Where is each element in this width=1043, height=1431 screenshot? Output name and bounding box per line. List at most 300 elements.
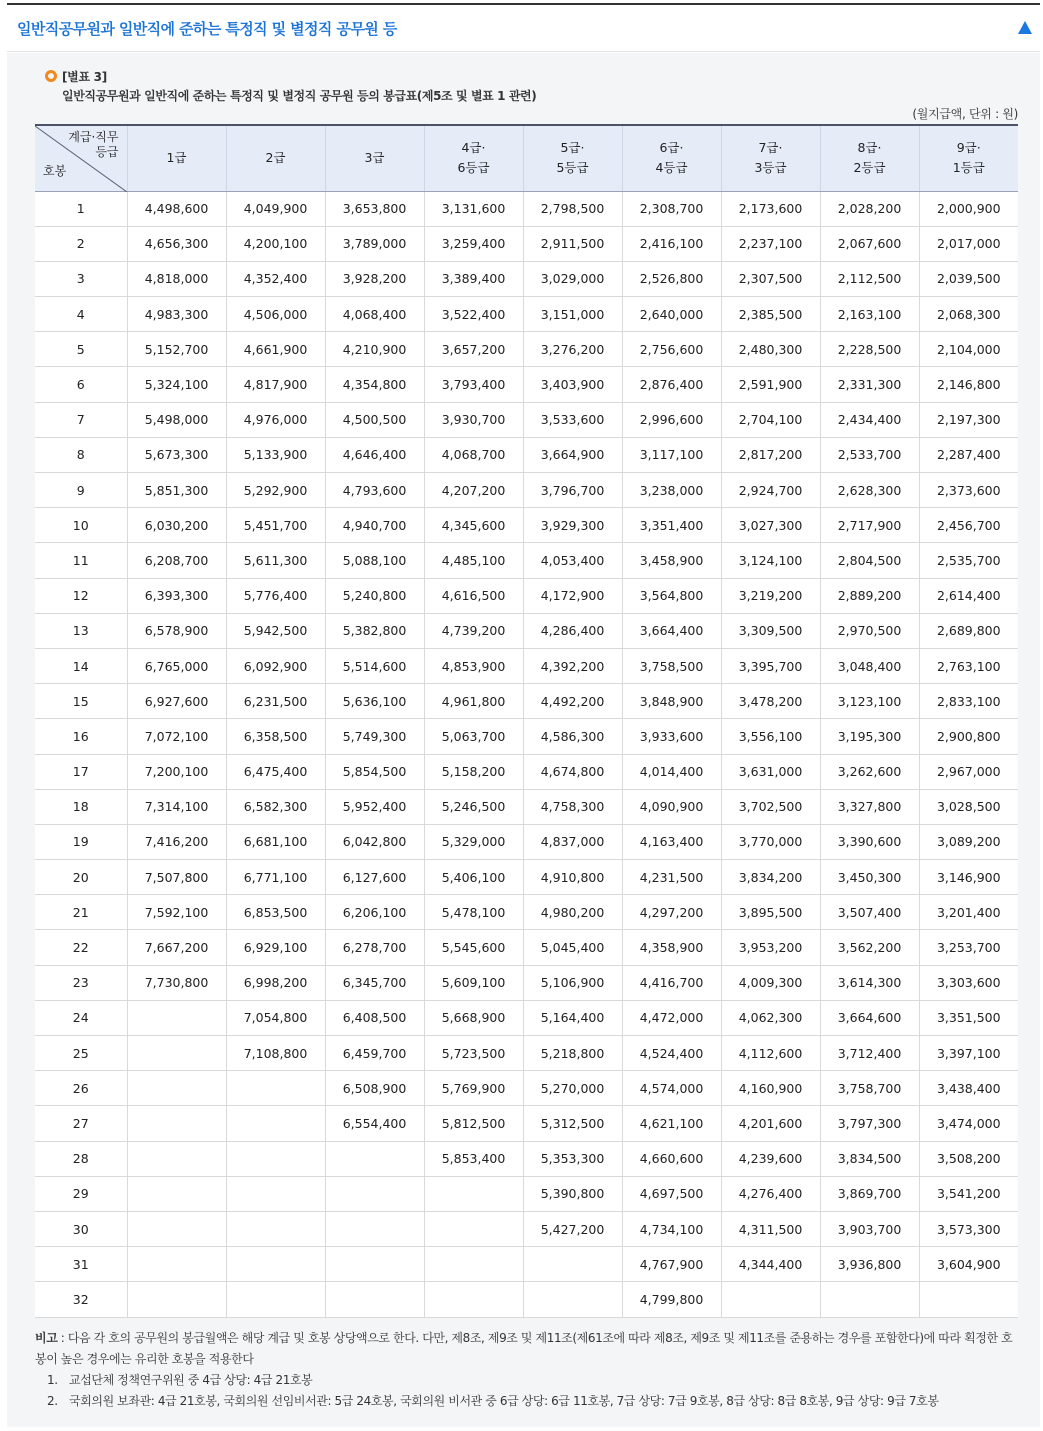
table-body	[35, 191, 1018, 1317]
salary-cell: 4,574,000	[622, 1071, 721, 1106]
salary-cell: 2,591,900	[721, 367, 820, 402]
salary-cell: 5,292,900	[226, 473, 325, 508]
salary-cell: 5,812,500	[424, 1106, 523, 1141]
salary-cell: 4,616,500	[424, 578, 523, 613]
salary-cell: 3,262,600	[820, 754, 919, 789]
salary-cell: 4,758,300	[523, 789, 622, 824]
salary-cell: 2,456,700	[919, 508, 1018, 543]
table-row	[35, 965, 1018, 1000]
salary-cell: 2,068,300	[919, 297, 1018, 332]
salary-cell: 2,197,300	[919, 402, 1018, 437]
column-header	[127, 125, 226, 191]
salary-cell: 4,983,300	[127, 297, 226, 332]
salary-cell: 7,507,800	[127, 860, 226, 895]
salary-cell: 5,240,800	[325, 578, 424, 613]
salary-cell	[325, 1247, 424, 1282]
salary-cell: 5,851,300	[127, 473, 226, 508]
step-cell: 23	[35, 965, 127, 1000]
salary-cell	[127, 1282, 226, 1317]
salary-cell: 4,053,400	[523, 543, 622, 578]
salary-cell: 3,903,700	[820, 1211, 919, 1246]
salary-cell: 4,416,700	[622, 965, 721, 1000]
section-header[interactable]	[7, 5, 1040, 52]
table-row	[35, 1282, 1018, 1317]
remarks-item	[35, 1370, 1018, 1391]
column-header-line: 6급·	[659, 140, 684, 156]
salary-cell: 3,604,900	[919, 1247, 1018, 1282]
salary-cell: 5,611,300	[226, 543, 325, 578]
corner-header	[35, 125, 127, 191]
salary-cell: 4,009,300	[721, 965, 820, 1000]
salary-cell: 6,681,100	[226, 824, 325, 859]
salary-cell: 5,158,200	[424, 754, 523, 789]
salary-cell: 3,653,800	[325, 191, 424, 226]
salary-cell	[424, 1247, 523, 1282]
salary-cell: 3,933,600	[622, 719, 721, 754]
salary-cell: 5,152,700	[127, 332, 226, 367]
salary-cell: 2,689,800	[919, 613, 1018, 648]
column-header	[622, 125, 721, 191]
table-row	[35, 719, 1018, 754]
salary-cell: 2,798,500	[523, 191, 622, 226]
step-cell: 17	[35, 754, 127, 789]
remarks-list	[35, 1370, 1018, 1412]
salary-cell: 3,389,400	[424, 261, 523, 296]
salary-cell: 5,769,900	[424, 1071, 523, 1106]
salary-cell: 2,039,500	[919, 261, 1018, 296]
salary-cell: 7,667,200	[127, 930, 226, 965]
salary-cell: 3,869,700	[820, 1176, 919, 1211]
salary-cell: 2,526,800	[622, 261, 721, 296]
salary-cell: 4,231,500	[622, 860, 721, 895]
salary-cell: 6,092,900	[226, 648, 325, 683]
appendix-tag-row	[35, 67, 1018, 85]
salary-cell: 4,734,100	[622, 1211, 721, 1246]
salary-cell: 6,358,500	[226, 719, 325, 754]
salary-cell: 5,942,500	[226, 613, 325, 648]
step-cell: 27	[35, 1106, 127, 1141]
salary-cell: 3,397,100	[919, 1036, 1018, 1071]
salary-cell: 3,834,200	[721, 860, 820, 895]
salary-cell: 3,614,300	[820, 965, 919, 1000]
salary-cell: 3,395,700	[721, 648, 820, 683]
salary-cell: 2,900,800	[919, 719, 1018, 754]
salary-cell: 6,208,700	[127, 543, 226, 578]
salary-cell: 6,853,500	[226, 895, 325, 930]
salary-cell: 2,535,700	[919, 543, 1018, 578]
salary-cell	[226, 1282, 325, 1317]
step-cell: 1	[35, 191, 127, 226]
salary-cell: 2,640,000	[622, 297, 721, 332]
salary-cell: 6,927,600	[127, 684, 226, 719]
salary-cell: 4,793,600	[325, 473, 424, 508]
remarks-item	[35, 1391, 1018, 1412]
salary-cell: 3,259,400	[424, 226, 523, 261]
step-cell: 10	[35, 508, 127, 543]
salary-cell: 5,382,800	[325, 613, 424, 648]
salary-cell	[226, 1106, 325, 1141]
salary-cell: 2,434,400	[820, 402, 919, 437]
salary-cell: 4,068,700	[424, 437, 523, 472]
salary-cell: 6,578,900	[127, 613, 226, 648]
salary-cell: 5,164,400	[523, 1000, 622, 1035]
salary-cell	[721, 1282, 820, 1317]
salary-cell: 5,270,000	[523, 1071, 622, 1106]
salary-cell: 4,961,800	[424, 684, 523, 719]
step-cell: 15	[35, 684, 127, 719]
remarks-text: : 다음 각 호의 공무원의 봉급월액은 해당 계급 및 호봉 상당액으로 한다. 다만, 제8조, 제9조 및 제11조(제61조에 따라 제8조, 제9조 및 제11조를 준용하는 경우를 포함한다)에 따라 획정한 호봉이 높은 경우에는 유리한 호봉을 적용한다	[35, 1330, 1013, 1366]
remarks-label: 비고	[35, 1330, 58, 1345]
salary-cell	[127, 1000, 226, 1035]
salary-cell: 3,027,300	[721, 508, 820, 543]
table-row	[35, 402, 1018, 437]
bullet-ring-icon	[45, 70, 57, 82]
salary-cell: 5,749,300	[325, 719, 424, 754]
salary-cell	[424, 1176, 523, 1211]
salary-cell: 2,533,700	[820, 437, 919, 472]
salary-cell: 6,030,200	[127, 508, 226, 543]
salary-cell: 7,730,800	[127, 965, 226, 1000]
step-cell: 2	[35, 226, 127, 261]
salary-cell: 4,524,400	[622, 1036, 721, 1071]
salary-cell: 5,246,500	[424, 789, 523, 824]
salary-cell: 3,797,300	[820, 1106, 919, 1141]
table-row	[35, 543, 1018, 578]
column-header-line: 1급	[166, 150, 187, 166]
salary-cell: 2,287,400	[919, 437, 1018, 472]
salary-cell: 2,756,600	[622, 332, 721, 367]
salary-cell: 3,351,400	[622, 508, 721, 543]
salary-cell: 4,068,400	[325, 297, 424, 332]
salary-cell: 4,837,000	[523, 824, 622, 859]
column-header-line: 8급·	[857, 140, 882, 156]
salary-cell: 5,329,000	[424, 824, 523, 859]
salary-cell: 7,054,800	[226, 1000, 325, 1035]
column-header-line: 6등급	[457, 160, 490, 176]
salary-cell: 4,799,800	[622, 1282, 721, 1317]
table-row	[35, 930, 1018, 965]
appendix-tag: [별표 3]	[62, 69, 107, 84]
salary-cell: 2,308,700	[622, 191, 721, 226]
remarks-item-text: 국회의원 보좌관: 4급 21호봉, 국회의원 선임비서관: 5급 24호봉, 국회의원 비서관 중 6급 상당: 6급 11호봉, 7급 상당: 7급 9호봉, 8급 상당: 8급 8호봉, 9급 상당: 9급 7호봉	[69, 1393, 939, 1408]
remarks-item-number: 1.	[47, 1372, 58, 1387]
salary-cell: 2,924,700	[721, 473, 820, 508]
salary-cell: 2,000,900	[919, 191, 1018, 226]
step-cell: 18	[35, 789, 127, 824]
salary-cell: 3,664,900	[523, 437, 622, 472]
corner-bottom-label: 호봉	[43, 163, 67, 178]
salary-cell: 2,146,800	[919, 367, 1018, 402]
column-header-line: 3급	[364, 150, 385, 166]
table-row	[35, 473, 1018, 508]
salary-cell: 6,345,700	[325, 965, 424, 1000]
salary-cell: 3,522,400	[424, 297, 523, 332]
salary-cell: 5,776,400	[226, 578, 325, 613]
salary-cell: 3,664,400	[622, 613, 721, 648]
salary-cell: 2,173,600	[721, 191, 820, 226]
salary-cell: 4,818,000	[127, 261, 226, 296]
salary-cell: 3,117,100	[622, 437, 721, 472]
step-cell: 31	[35, 1247, 127, 1282]
salary-cell	[424, 1282, 523, 1317]
salary-cell: 4,940,700	[325, 508, 424, 543]
salary-cell: 4,160,900	[721, 1071, 820, 1106]
salary-cell: 5,609,100	[424, 965, 523, 1000]
salary-cell: 5,668,900	[424, 1000, 523, 1035]
salary-cell: 7,416,200	[127, 824, 226, 859]
table-row	[35, 191, 1018, 226]
salary-cell: 3,048,400	[820, 648, 919, 683]
salary-cell: 4,976,000	[226, 402, 325, 437]
salary-cell: 3,789,000	[325, 226, 424, 261]
salary-cell	[325, 1211, 424, 1246]
salary-cell	[127, 1071, 226, 1106]
salary-cell: 5,312,500	[523, 1106, 622, 1141]
table-row	[35, 754, 1018, 789]
table-row	[35, 789, 1018, 824]
table-row	[35, 1141, 1018, 1176]
remarks-main	[35, 1328, 1018, 1370]
salary-cell: 4,586,300	[523, 719, 622, 754]
salary-cell: 5,390,800	[523, 1176, 622, 1211]
salary-cell: 6,771,100	[226, 860, 325, 895]
salary-cell: 2,373,600	[919, 473, 1018, 508]
table-row	[35, 332, 1018, 367]
salary-cell	[127, 1176, 226, 1211]
step-cell: 7	[35, 402, 127, 437]
step-cell: 12	[35, 578, 127, 613]
column-header	[523, 125, 622, 191]
table-row	[35, 578, 1018, 613]
salary-cell: 5,723,500	[424, 1036, 523, 1071]
column-header-line: 7급·	[758, 140, 783, 156]
column-header	[820, 125, 919, 191]
salary-cell: 3,564,800	[622, 578, 721, 613]
salary-cell: 4,297,200	[622, 895, 721, 930]
salary-cell: 5,406,100	[424, 860, 523, 895]
table-row	[35, 1211, 1018, 1246]
salary-cell: 2,017,000	[919, 226, 1018, 261]
salary-cell: 6,278,700	[325, 930, 424, 965]
step-cell: 16	[35, 719, 127, 754]
table-row	[35, 824, 1018, 859]
salary-cell: 2,163,100	[820, 297, 919, 332]
salary-cell: 4,853,900	[424, 648, 523, 683]
table-row	[35, 1247, 1018, 1282]
salary-cell: 2,763,100	[919, 648, 1018, 683]
salary-cell: 2,331,300	[820, 367, 919, 402]
column-header-line: 5등급	[556, 160, 589, 176]
salary-cell: 3,796,700	[523, 473, 622, 508]
salary-cell: 4,674,800	[523, 754, 622, 789]
salary-cell: 3,351,500	[919, 1000, 1018, 1035]
table-row	[35, 860, 1018, 895]
salary-cell: 4,062,300	[721, 1000, 820, 1035]
salary-table	[35, 124, 1018, 1318]
salary-cell: 3,478,200	[721, 684, 820, 719]
section-title: 일반직공무원과 일반직에 준하는 특정직 및 별정직 공무원 등	[17, 19, 397, 38]
salary-cell: 7,314,100	[127, 789, 226, 824]
corner-top-label	[68, 130, 118, 160]
salary-cell: 3,562,200	[820, 930, 919, 965]
column-header-line: 2급	[265, 150, 286, 166]
salary-cell: 3,664,600	[820, 1000, 919, 1035]
step-cell: 4	[35, 297, 127, 332]
column-header	[721, 125, 820, 191]
salary-cell: 2,967,000	[919, 754, 1018, 789]
salary-cell: 3,556,100	[721, 719, 820, 754]
salary-cell: 3,201,400	[919, 895, 1018, 930]
salary-cell: 3,834,500	[820, 1141, 919, 1176]
column-header-line: 9급·	[956, 140, 981, 156]
salary-cell: 3,238,000	[622, 473, 721, 508]
table-row	[35, 648, 1018, 683]
step-cell: 9	[35, 473, 127, 508]
salary-cell: 5,853,400	[424, 1141, 523, 1176]
salary-cell: 3,657,200	[424, 332, 523, 367]
column-header-line: 1등급	[952, 160, 985, 176]
salary-cell: 4,492,200	[523, 684, 622, 719]
salary-cell	[127, 1141, 226, 1176]
salary-cell: 4,472,000	[622, 1000, 721, 1035]
table-row	[35, 613, 1018, 648]
salary-cell: 3,028,500	[919, 789, 1018, 824]
salary-cell: 5,324,100	[127, 367, 226, 402]
salary-cell: 2,817,200	[721, 437, 820, 472]
remarks	[35, 1328, 1018, 1412]
salary-cell: 2,717,900	[820, 508, 919, 543]
salary-cell: 3,929,300	[523, 508, 622, 543]
salary-cell: 3,930,700	[424, 402, 523, 437]
step-cell: 32	[35, 1282, 127, 1317]
salary-cell: 5,218,800	[523, 1036, 622, 1071]
salary-cell: 5,673,300	[127, 437, 226, 472]
step-cell: 14	[35, 648, 127, 683]
salary-cell: 3,309,500	[721, 613, 820, 648]
salary-cell: 6,998,200	[226, 965, 325, 1000]
column-header	[424, 125, 523, 191]
salary-cell: 3,303,600	[919, 965, 1018, 1000]
salary-cell: 3,438,400	[919, 1071, 1018, 1106]
salary-cell: 3,219,200	[721, 578, 820, 613]
table-header-row	[35, 125, 1018, 191]
step-cell: 26	[35, 1071, 127, 1106]
salary-cell: 4,112,600	[721, 1036, 820, 1071]
salary-cell: 4,163,400	[622, 824, 721, 859]
salary-cell: 4,049,900	[226, 191, 325, 226]
salary-cell	[325, 1282, 424, 1317]
salary-cell: 3,131,600	[424, 191, 523, 226]
salary-cell	[226, 1211, 325, 1246]
salary-cell: 3,953,200	[721, 930, 820, 965]
salary-cell: 6,042,800	[325, 824, 424, 859]
salary-cell: 2,480,300	[721, 332, 820, 367]
salary-cell: 5,952,400	[325, 789, 424, 824]
step-cell: 20	[35, 860, 127, 895]
step-cell: 22	[35, 930, 127, 965]
salary-cell: 3,089,200	[919, 824, 1018, 859]
salary-cell: 4,207,200	[424, 473, 523, 508]
salary-cell: 3,712,400	[820, 1036, 919, 1071]
corner-top-line2: 등급	[95, 145, 119, 159]
salary-cell: 4,500,500	[325, 402, 424, 437]
salary-cell: 5,451,700	[226, 508, 325, 543]
salary-cell: 7,108,800	[226, 1036, 325, 1071]
salary-cell: 5,478,100	[424, 895, 523, 930]
salary-cell: 3,631,000	[721, 754, 820, 789]
column-header	[919, 125, 1018, 191]
table-row	[35, 367, 1018, 402]
column-header-line: 4급·	[461, 140, 486, 156]
step-cell: 19	[35, 824, 127, 859]
salary-cell: 2,028,200	[820, 191, 919, 226]
salary-cell: 4,506,000	[226, 297, 325, 332]
salary-cell: 3,146,900	[919, 860, 1018, 895]
step-cell: 24	[35, 1000, 127, 1035]
salary-cell: 3,195,300	[820, 719, 919, 754]
column-header-line: 3등급	[754, 160, 787, 176]
salary-cell	[226, 1176, 325, 1211]
salary-cell: 4,498,600	[127, 191, 226, 226]
content-panel	[7, 53, 1040, 1427]
salary-cell: 5,854,500	[325, 754, 424, 789]
salary-cell: 6,475,400	[226, 754, 325, 789]
column-header-line: 4등급	[655, 160, 688, 176]
salary-cell: 3,450,300	[820, 860, 919, 895]
table-row	[35, 1176, 1018, 1211]
salary-cell: 2,876,400	[622, 367, 721, 402]
salary-cell: 5,045,400	[523, 930, 622, 965]
salary-cell: 2,307,500	[721, 261, 820, 296]
salary-cell: 4,014,400	[622, 754, 721, 789]
salary-cell: 4,358,900	[622, 930, 721, 965]
table-row	[35, 1106, 1018, 1141]
salary-cell: 4,980,200	[523, 895, 622, 930]
salary-cell: 4,739,200	[424, 613, 523, 648]
column-header	[325, 125, 424, 191]
salary-cell: 3,474,000	[919, 1106, 1018, 1141]
salary-cell: 3,458,900	[622, 543, 721, 578]
salary-cell: 3,124,100	[721, 543, 820, 578]
salary-cell: 2,628,300	[820, 473, 919, 508]
table-row	[35, 1000, 1018, 1035]
step-cell: 3	[35, 261, 127, 296]
salary-cell: 4,239,600	[721, 1141, 820, 1176]
salary-cell: 5,063,700	[424, 719, 523, 754]
salary-cell: 4,172,900	[523, 578, 622, 613]
salary-cell: 3,928,200	[325, 261, 424, 296]
salary-cell: 4,311,500	[721, 1211, 820, 1246]
salary-cell: 6,765,000	[127, 648, 226, 683]
salary-cell: 3,770,000	[721, 824, 820, 859]
salary-cell: 6,582,300	[226, 789, 325, 824]
salary-cell	[226, 1071, 325, 1106]
salary-cell: 2,104,000	[919, 332, 1018, 367]
salary-cell	[226, 1247, 325, 1282]
collapse-toggle-icon[interactable]	[1018, 21, 1032, 34]
salary-cell: 5,106,900	[523, 965, 622, 1000]
salary-cell: 3,390,600	[820, 824, 919, 859]
salary-cell: 2,704,100	[721, 402, 820, 437]
table-row	[35, 297, 1018, 332]
salary-cell: 6,929,100	[226, 930, 325, 965]
salary-cell: 6,554,400	[325, 1106, 424, 1141]
salary-cell: 2,112,500	[820, 261, 919, 296]
salary-cell: 4,621,100	[622, 1106, 721, 1141]
salary-cell: 4,345,600	[424, 508, 523, 543]
salary-cell: 2,911,500	[523, 226, 622, 261]
salary-cell: 3,508,200	[919, 1141, 1018, 1176]
